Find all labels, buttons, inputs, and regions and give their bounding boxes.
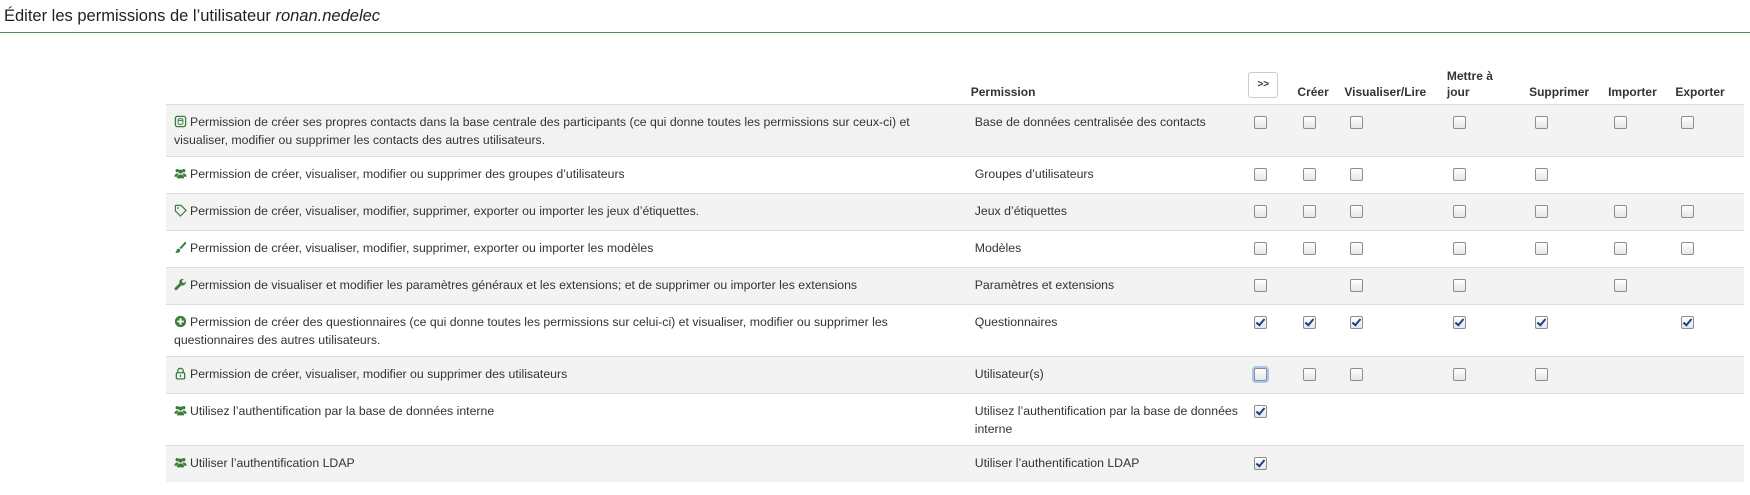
row-description: Permission de créer, visualiser, modifier ou supprimer des groupes d’utilisateurs bbox=[190, 167, 625, 181]
database-icon bbox=[174, 115, 187, 128]
cell-import bbox=[1604, 394, 1671, 446]
cell-create bbox=[1293, 157, 1340, 194]
cell-export bbox=[1671, 394, 1744, 446]
cell-delete bbox=[1525, 157, 1604, 194]
cell-toggle bbox=[1244, 194, 1293, 231]
header-import: Importer bbox=[1604, 58, 1671, 105]
table-row bbox=[166, 157, 1744, 194]
row-description: Permission de créer des questionnaires (ce qui donne toutes les permissions sur celui-ci) et visualiser, modifier ou supprimer les questionnaires des autres utilisateurs. bbox=[174, 315, 888, 347]
row-permission-name: Questionnaires bbox=[967, 305, 1245, 357]
cell-toggle bbox=[1244, 231, 1293, 268]
cell-delete bbox=[1525, 305, 1604, 357]
delete-checkbox[interactable] bbox=[1535, 316, 1548, 329]
cell-import bbox=[1604, 357, 1671, 394]
cell-read bbox=[1340, 105, 1442, 157]
import-checkbox[interactable] bbox=[1614, 116, 1627, 129]
plus-circle-icon bbox=[174, 315, 187, 328]
row-permission-name: Utilisez l’authentification par la base de données interne bbox=[967, 394, 1245, 446]
delete-checkbox[interactable] bbox=[1535, 116, 1548, 129]
toggle-checkbox[interactable] bbox=[1254, 168, 1267, 181]
export-checkbox[interactable] bbox=[1681, 116, 1694, 129]
table-row bbox=[166, 194, 1744, 231]
update-checkbox[interactable] bbox=[1453, 368, 1466, 381]
permissions-body bbox=[166, 105, 1744, 483]
cell-import bbox=[1604, 194, 1671, 231]
cell-export bbox=[1671, 305, 1744, 357]
row-description-cell bbox=[166, 194, 967, 231]
cell-update bbox=[1443, 357, 1525, 394]
create-checkbox[interactable] bbox=[1303, 168, 1316, 181]
table-row bbox=[166, 394, 1744, 446]
row-description-cell bbox=[166, 394, 967, 446]
page-header bbox=[0, 0, 1750, 33]
cell-update bbox=[1443, 105, 1525, 157]
row-description: Permission de visualiser et modifier les paramètres généraux et les extensions; et de supprimer ou importer les extensions bbox=[190, 278, 858, 292]
header-export: Exporter bbox=[1671, 58, 1744, 105]
cell-toggle bbox=[1244, 446, 1293, 483]
toggle-checkbox[interactable] bbox=[1254, 405, 1267, 418]
cell-delete bbox=[1525, 231, 1604, 268]
cell-delete bbox=[1525, 268, 1604, 305]
cell-toggle bbox=[1244, 105, 1293, 157]
table-row bbox=[166, 268, 1744, 305]
cell-toggle bbox=[1244, 157, 1293, 194]
create-checkbox[interactable] bbox=[1303, 205, 1316, 218]
read-checkbox[interactable] bbox=[1350, 242, 1363, 255]
cell-create bbox=[1293, 194, 1340, 231]
lock-icon bbox=[174, 367, 187, 380]
cell-export bbox=[1671, 105, 1744, 157]
cell-update bbox=[1443, 268, 1525, 305]
row-description: Permission de créer, visualiser, modifier ou supprimer des utilisateurs bbox=[190, 367, 568, 381]
users-icon bbox=[174, 404, 187, 417]
delete-checkbox[interactable] bbox=[1535, 205, 1548, 218]
cell-read bbox=[1340, 194, 1442, 231]
read-checkbox[interactable] bbox=[1350, 205, 1363, 218]
row-description-cell bbox=[166, 305, 967, 357]
create-checkbox[interactable] bbox=[1303, 368, 1316, 381]
row-description: Permission de créer, visualiser, modifier, supprimer, exporter ou importer les jeux d’étiquettes. bbox=[190, 204, 700, 218]
page-title-username: ronan.nedelec bbox=[275, 6, 381, 25]
update-checkbox[interactable] bbox=[1453, 168, 1466, 181]
import-checkbox[interactable] bbox=[1614, 279, 1627, 292]
cell-delete bbox=[1525, 105, 1604, 157]
delete-checkbox[interactable] bbox=[1535, 168, 1548, 181]
cell-update bbox=[1443, 231, 1525, 268]
cell-delete bbox=[1525, 446, 1604, 483]
read-checkbox[interactable] bbox=[1350, 316, 1363, 329]
row-description-cell bbox=[166, 446, 967, 483]
create-checkbox[interactable] bbox=[1303, 116, 1316, 129]
table-row bbox=[166, 357, 1744, 394]
header-permission: Permission bbox=[967, 58, 1245, 105]
header-delete: Supprimer bbox=[1525, 58, 1604, 105]
header-read: Visualiser/Lire bbox=[1340, 58, 1442, 105]
users-icon bbox=[174, 167, 187, 180]
row-description: Permission de créer ses propres contacts dans la base centrale des participants (ce qui donne toutes les permissions sur ceux-ci) et visualiser, modifier ou supprimer les contacts des autres utilisateurs. bbox=[174, 115, 910, 147]
delete-checkbox[interactable] bbox=[1535, 368, 1548, 381]
toggle-checkbox[interactable] bbox=[1254, 205, 1267, 218]
row-description-cell bbox=[166, 157, 967, 194]
toggle-checkbox[interactable] bbox=[1254, 116, 1267, 129]
header-description bbox=[166, 58, 967, 105]
cell-read bbox=[1340, 268, 1442, 305]
cell-export bbox=[1671, 357, 1744, 394]
read-checkbox[interactable] bbox=[1350, 368, 1363, 381]
read-checkbox[interactable] bbox=[1350, 116, 1363, 129]
row-description-cell bbox=[166, 105, 967, 157]
table-row bbox=[166, 231, 1744, 268]
cell-toggle bbox=[1244, 268, 1293, 305]
import-checkbox[interactable] bbox=[1614, 242, 1627, 255]
toggle-checkbox[interactable] bbox=[1254, 457, 1267, 470]
brush-icon bbox=[174, 241, 187, 254]
create-checkbox[interactable] bbox=[1303, 242, 1316, 255]
row-permission-name: Utiliser l’authentification LDAP bbox=[967, 446, 1245, 483]
cell-export bbox=[1671, 268, 1744, 305]
cell-update bbox=[1443, 446, 1525, 483]
row-description: Permission de créer, visualiser, modifier, supprimer, exporter ou importer les modèles bbox=[190, 241, 654, 255]
cell-read bbox=[1340, 446, 1442, 483]
row-description: Utiliser l’authentification LDAP bbox=[190, 456, 355, 470]
delete-checkbox[interactable] bbox=[1535, 242, 1548, 255]
cell-create bbox=[1293, 231, 1340, 268]
cell-create bbox=[1293, 105, 1340, 157]
row-permission-name: Paramètres et extensions bbox=[967, 268, 1245, 305]
cell-read bbox=[1340, 394, 1442, 446]
export-checkbox[interactable] bbox=[1681, 205, 1694, 218]
permissions-table bbox=[166, 58, 1744, 482]
row-permission-name: Modèles bbox=[967, 231, 1245, 268]
cell-create bbox=[1293, 305, 1340, 357]
cell-export bbox=[1671, 446, 1744, 483]
cell-delete bbox=[1525, 394, 1604, 446]
toggle-checkbox[interactable] bbox=[1254, 316, 1267, 329]
cell-import bbox=[1604, 105, 1671, 157]
update-checkbox[interactable] bbox=[1453, 116, 1466, 129]
cell-update bbox=[1443, 305, 1525, 357]
page-title bbox=[4, 7, 380, 26]
header-toggle-all bbox=[1244, 58, 1293, 105]
row-permission-name: Jeux d’étiquettes bbox=[967, 194, 1245, 231]
table-row bbox=[166, 105, 1744, 157]
cell-toggle bbox=[1244, 305, 1293, 357]
create-checkbox[interactable] bbox=[1303, 316, 1316, 329]
cell-toggle bbox=[1244, 394, 1293, 446]
import-checkbox[interactable] bbox=[1614, 205, 1627, 218]
cell-import bbox=[1604, 446, 1671, 483]
row-permission-name: Base de données centralisée des contacts bbox=[967, 105, 1245, 157]
row-description-cell bbox=[166, 268, 967, 305]
cell-export bbox=[1671, 157, 1744, 194]
row-permission-name: Utilisateur(s) bbox=[967, 357, 1245, 394]
cell-toggle bbox=[1244, 357, 1293, 394]
cell-export bbox=[1671, 194, 1744, 231]
header-update: Mettre à jour bbox=[1443, 58, 1525, 105]
header-create: Créer bbox=[1293, 58, 1340, 105]
cell-import bbox=[1604, 305, 1671, 357]
toggle-all-button[interactable]: >> bbox=[1248, 72, 1278, 98]
cell-export bbox=[1671, 231, 1744, 268]
update-checkbox[interactable] bbox=[1453, 205, 1466, 218]
cell-delete bbox=[1525, 194, 1604, 231]
cell-delete bbox=[1525, 357, 1604, 394]
row-permission-name: Groupes d’utilisateurs bbox=[967, 157, 1245, 194]
cell-update bbox=[1443, 194, 1525, 231]
cell-create bbox=[1293, 357, 1340, 394]
table-row bbox=[166, 305, 1744, 357]
page-title-prefix: Éditer les permissions de l’utilisateur bbox=[4, 6, 276, 25]
cell-create bbox=[1293, 268, 1340, 305]
cell-import bbox=[1604, 231, 1671, 268]
users-icon bbox=[174, 456, 187, 469]
cell-read bbox=[1340, 305, 1442, 357]
toggle-checkbox[interactable] bbox=[1254, 368, 1267, 381]
update-checkbox[interactable] bbox=[1453, 316, 1466, 329]
row-description-cell bbox=[166, 357, 967, 394]
cell-import bbox=[1604, 268, 1671, 305]
cell-update bbox=[1443, 394, 1525, 446]
cell-create bbox=[1293, 394, 1340, 446]
table-header-row bbox=[166, 58, 1744, 105]
table-row bbox=[166, 446, 1744, 483]
update-checkbox[interactable] bbox=[1453, 279, 1466, 292]
cell-update bbox=[1443, 157, 1525, 194]
row-description: Utilisez l’authentification par la base de données interne bbox=[190, 404, 495, 418]
export-checkbox[interactable] bbox=[1681, 316, 1694, 329]
cell-read bbox=[1340, 157, 1442, 194]
wrench-icon bbox=[174, 278, 187, 291]
toggle-checkbox[interactable] bbox=[1254, 279, 1267, 292]
read-checkbox[interactable] bbox=[1350, 279, 1363, 292]
cell-read bbox=[1340, 357, 1442, 394]
cell-create bbox=[1293, 446, 1340, 483]
cell-import bbox=[1604, 157, 1671, 194]
export-checkbox[interactable] bbox=[1681, 242, 1694, 255]
update-checkbox[interactable] bbox=[1453, 242, 1466, 255]
cell-read bbox=[1340, 231, 1442, 268]
read-checkbox[interactable] bbox=[1350, 168, 1363, 181]
toggle-checkbox[interactable] bbox=[1254, 242, 1267, 255]
row-description-cell bbox=[166, 231, 967, 268]
tag-icon bbox=[174, 204, 187, 217]
